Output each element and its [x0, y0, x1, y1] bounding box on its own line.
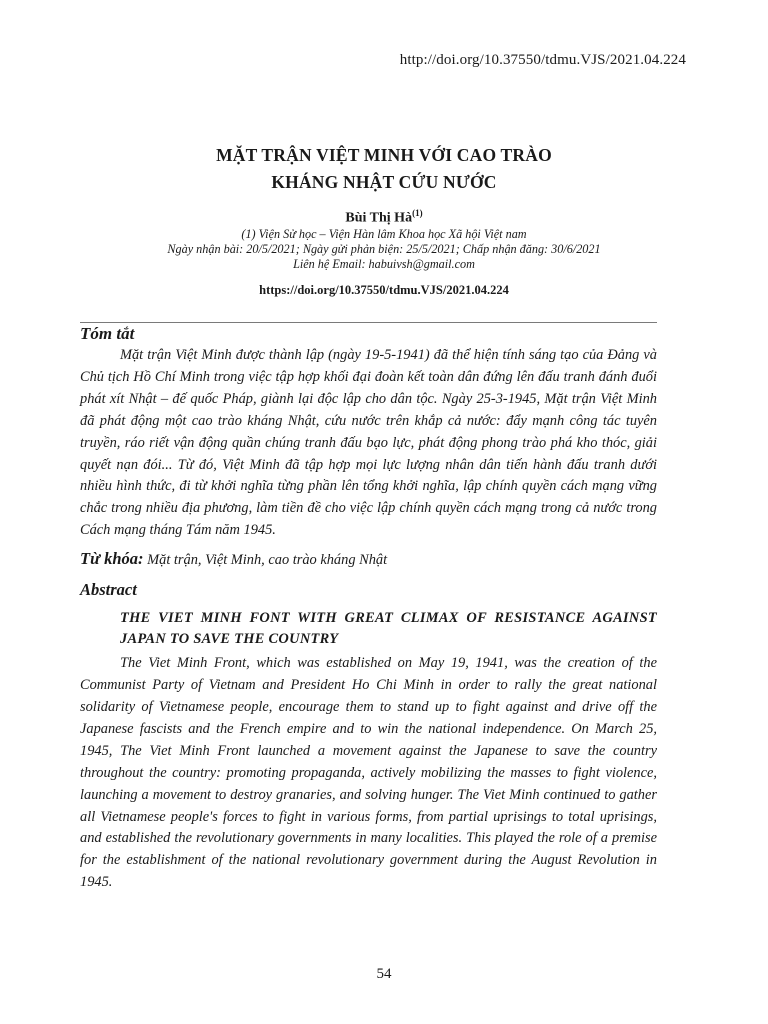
summary-text: Mặt trận Việt Minh được thành lập (ngày 19-5-1941) đã thể hiện tính sáng tạo của Đảng và Chủ tịch Hồ Chí Minh trong việc tập hợp khối đại đoàn kết toàn dân đứng lên đấu tranh đánh đuổi phát xít Nhật – đế quốc Pháp, giành lại độc lập cho dân tộc. Ngày 25-3-1945, Mặt trận Việt Minh đã phát động một cao trào kháng Nhật, cứu nước trên khắp cả nước: đẩy mạnh công tác tuyên truyền, ráo riết vận động quần chúng tranh đấu bạo lực, phát động phong trào phá kho thóc, giải quyết nạn đói... Từ đó, Việt Minh đã tập hợp mọi lực lượng nhân dân tiến hành đấu tranh dưới nhiều hình thức, đi từ khởi nghĩa từng phần lên tổng khởi nghĩa, lập chính quyền cách mạng vững chắc trong nhiều địa phương, làm tiền đề cho việc lập chính quyền cách mạng trong cả nước trong Cách mạng tháng Tám năm 1945.: [80, 347, 657, 539]
keywords-line: [80, 548, 657, 571]
author-affiliation-mark: (1): [412, 208, 423, 218]
keywords-colon: :: [138, 549, 144, 569]
article-title-line-1: MẶT TRẬN VIỆT MINH VỚI CAO TRÀO: [216, 145, 552, 165]
summary-heading: Tóm tắt: [80, 324, 135, 343]
keywords-text: Mặt trận, Việt Minh, cao trào kháng Nhật: [147, 552, 388, 569]
article-title-line-2: KHÁNG NHẬT CỨU NƯỚC: [271, 172, 497, 192]
article-doi[interactable]: https://doi.org/10.37550/tdmu.VJS/2021.04.224: [259, 282, 509, 297]
article-body: [80, 323, 657, 894]
article-header: [0, 142, 768, 298]
abstract-title: THE VIET MINH FONT WITH GREAT CLIMAX OF RESISTANCE AGAINST JAPAN TO SAVE THE COUNTRY: [120, 610, 657, 648]
header-doi[interactable]: http://doi.org/10.37550/tdmu.VJS/2021.04.224: [399, 52, 686, 68]
author-affiliation: (1) Viện Sử học – Viện Hàn lâm Khoa học Xã hội Việt nam: [241, 226, 527, 241]
submission-dates: Ngày nhận bài: 20/5/2021; Ngày gửi phản biện: 25/5/2021; Chấp nhận đăng: 30/6/2021: [167, 241, 601, 256]
author-name: Bùi Thị Hà: [345, 210, 413, 226]
keywords-label: Từ khóa: [80, 549, 139, 569]
contact-email[interactable]: Liên hệ Email: habuivsh@gmail.com: [293, 256, 475, 271]
author-line: [0, 205, 768, 227]
article-title: [0, 142, 768, 196]
page-number: 54: [376, 966, 392, 982]
abstract-heading: Abstract: [80, 580, 137, 600]
abstract-text: The Viet Minh Front, which was established on May 19, 1941, was the creation of the Communist Party of Vietnam and President Ho Chi Minh in order to rally the great national solidarity of Vietnamese people, encourage them to stand up to fight against and drive off the Japanese fascists and the French empire and to win the national independence. On March 25, 1945, The Viet Minh Front launched a movement against the Japanese to save the country throughout the country: promoting propaganda, actively mobilizing the masses to fight violence, launching a movement to destroy granaries, and solving hunger. The Viet Minh continued to gather all Vietnamese people's forces to fight in various forms, from partial uprisings to total uprisings, and established the revolutionary governments in many localities. This played the role of a premise for the establishment of the national revolutionary government during the August Revolution in 1945.: [80, 655, 657, 891]
